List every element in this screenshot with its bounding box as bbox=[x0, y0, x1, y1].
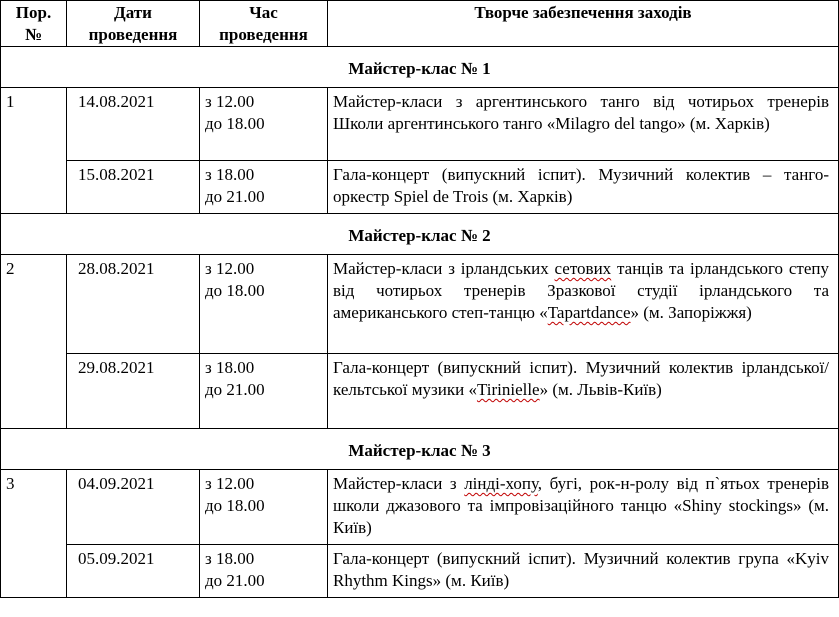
event-time bbox=[200, 255, 328, 354]
event-description bbox=[328, 354, 839, 429]
event-date: 04.09.2021 bbox=[67, 470, 200, 545]
table-row bbox=[1, 161, 839, 214]
header-row bbox=[1, 1, 839, 47]
time-from: з 12.00 bbox=[205, 259, 255, 278]
header-time-line1: Час bbox=[249, 3, 278, 22]
time-from: з 12.00 bbox=[205, 474, 255, 493]
header-dates bbox=[67, 1, 200, 47]
description-text: » (м. Львів-Київ) bbox=[539, 380, 662, 399]
time-from: з 12.00 bbox=[205, 92, 255, 111]
table-row bbox=[1, 354, 839, 429]
section-title: Майстер-клас № 2 bbox=[1, 214, 839, 255]
event-time bbox=[200, 354, 328, 429]
event-time bbox=[200, 470, 328, 545]
header-time-line2: проведення bbox=[219, 25, 308, 44]
time-to: до 18.00 bbox=[205, 114, 265, 133]
event-description: Майстер-класи з аргентинського танго від чотирьох тренерів Школи аргентинського танго «Milagro del tango» (м. Харків) bbox=[328, 88, 839, 161]
section-title: Майстер-клас № 3 bbox=[1, 429, 839, 470]
event-date: 29.08.2021 bbox=[67, 354, 200, 429]
header-description-line1: Творче забезпечення заходів bbox=[474, 3, 692, 22]
description-text: Гала-концерт (випускний іспит). Музичний колектив ірландської/кельтської музики « bbox=[333, 358, 829, 399]
row-number: 1 bbox=[1, 88, 67, 214]
event-time bbox=[200, 545, 328, 598]
event-time bbox=[200, 88, 328, 161]
table-row bbox=[1, 545, 839, 598]
event-date: 14.08.2021 bbox=[67, 88, 200, 161]
section-title: Майстер-клас № 1 bbox=[1, 47, 839, 88]
description-text: , бугі, рок-н-ролу від п`ятьох тренерів школи джазового та імпровізаційного танцю «Shiny stockings» (м. Київ) bbox=[333, 474, 830, 537]
event-time bbox=[200, 161, 328, 214]
header-description bbox=[328, 1, 839, 47]
event-date: 28.08.2021 bbox=[67, 255, 200, 354]
spellcheck-word: Tirinielle bbox=[476, 380, 540, 399]
description-text: » (м. Запоріжжя) bbox=[630, 303, 752, 322]
section-row bbox=[1, 47, 839, 88]
event-description bbox=[328, 470, 839, 545]
header-number-line2: № bbox=[24, 25, 43, 44]
description-text: Майстер-класи з ірландських bbox=[333, 259, 555, 278]
table-row bbox=[1, 255, 839, 354]
section-row bbox=[1, 214, 839, 255]
event-description bbox=[328, 255, 839, 354]
row-number: 2 bbox=[1, 255, 67, 429]
header-dates-line2: проведення bbox=[88, 25, 178, 44]
description-text: Майстер-класи з bbox=[333, 474, 465, 493]
time-from: з 18.00 bbox=[205, 165, 255, 184]
event-description: Гала-концерт (випускний іспит). Музичний колектив група «Kyiv Rhythm Kings» (м. Київ) bbox=[328, 545, 839, 598]
header-time bbox=[200, 1, 328, 47]
table-row bbox=[1, 470, 839, 545]
header-number bbox=[1, 1, 67, 47]
time-to: до 21.00 bbox=[205, 380, 265, 399]
row-number: 3 bbox=[1, 470, 67, 598]
spellcheck-word: сетових bbox=[554, 259, 612, 278]
table-row bbox=[1, 88, 839, 161]
time-to: до 18.00 bbox=[205, 281, 265, 300]
spellcheck-word: Tapartdance bbox=[547, 303, 631, 322]
time-from: з 18.00 bbox=[205, 358, 255, 377]
time-to: до 21.00 bbox=[205, 187, 265, 206]
spellcheck-word: лінді-хопу bbox=[464, 474, 538, 493]
header-number-line1: Пор. bbox=[15, 3, 52, 22]
description-text: танців та ірландського степу від чотирьох тренерів Зразкової студії ірландського та американського степ-танцю « bbox=[333, 259, 829, 322]
event-description: Гала-концерт (випускний іспит). Музичний колектив – танго-оркестр Spiel de Trois (м. Харків) bbox=[328, 161, 839, 214]
time-to: до 18.00 bbox=[205, 496, 265, 515]
header-dates-line1: Дати bbox=[114, 3, 152, 22]
event-date: 05.09.2021 bbox=[67, 545, 200, 598]
time-from: з 18.00 bbox=[205, 549, 255, 568]
section-row bbox=[1, 429, 839, 470]
event-date: 15.08.2021 bbox=[67, 161, 200, 214]
time-to: до 21.00 bbox=[205, 571, 265, 590]
